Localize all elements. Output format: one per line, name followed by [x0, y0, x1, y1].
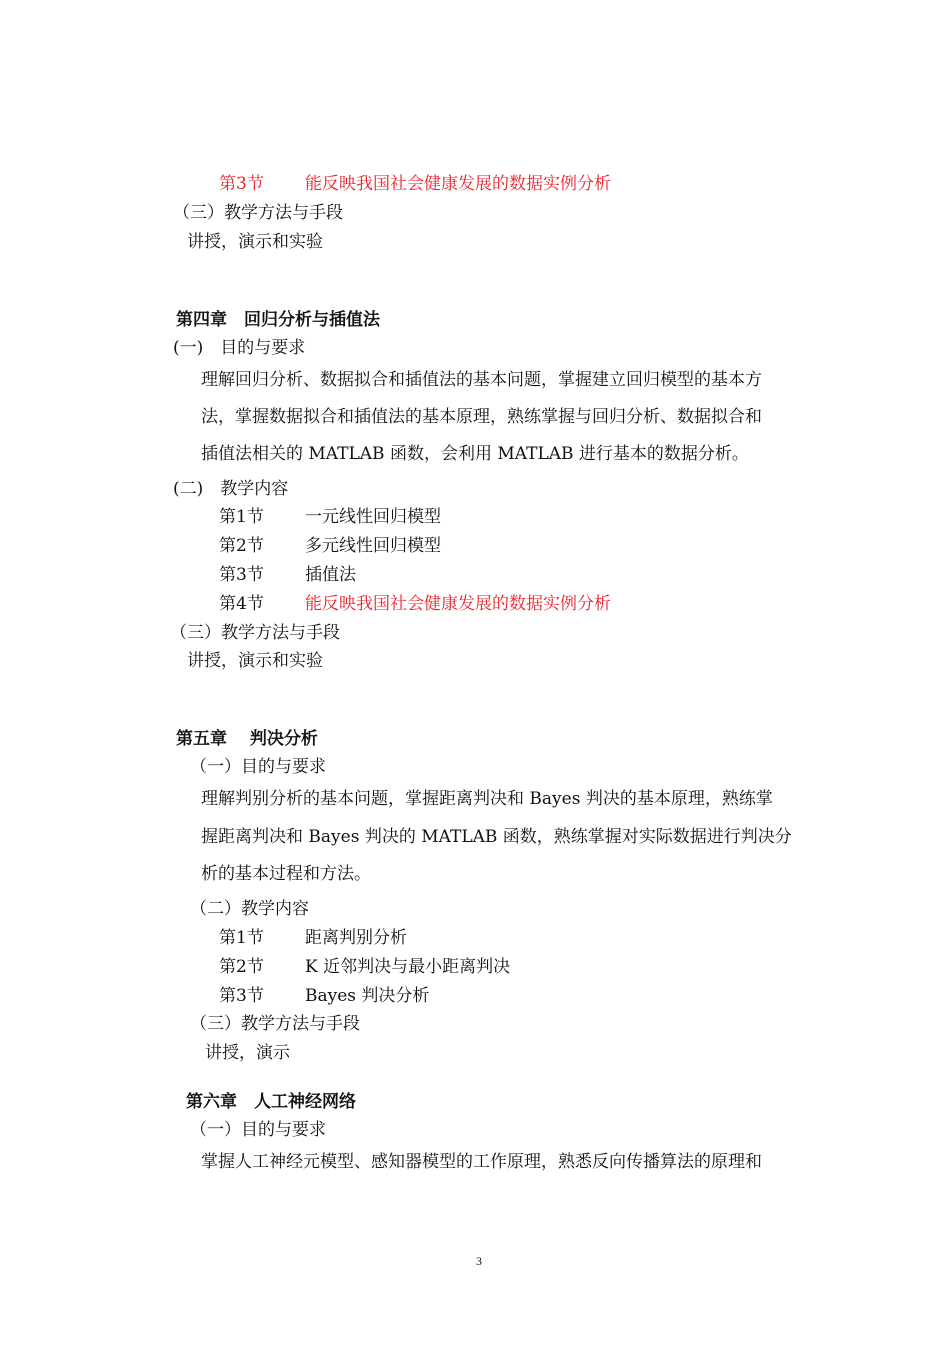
ch5-methods-text: 讲授，演示 — [205, 1043, 290, 1063]
ch5-content-heading: （二）教学内容 — [190, 899, 309, 919]
ch3-section-3 — [219, 173, 611, 195]
ch4-methods-text: 讲授，演示和实验 — [187, 651, 323, 671]
ch4-section-3 — [219, 564, 356, 586]
section-title: K 近邻判决与最小距离判决 — [305, 957, 511, 977]
ch5-section-1 — [219, 927, 407, 949]
ch5-goal-heading: （一）目的与要求 — [190, 757, 326, 777]
ch6-goal-heading: （一）目的与要求 — [190, 1120, 326, 1140]
section-number: 第3节 — [219, 986, 264, 1006]
page-number: 3 — [476, 1254, 482, 1268]
section-number: 第1节 — [219, 928, 264, 948]
ch5-methods-heading: （三）教学方法与手段 — [190, 1014, 360, 1034]
ch4-goal-line-3: 插值法相关的 MATLAB 函数，会利用 MATLAB 进行基本的数据分析。 — [201, 444, 749, 464]
section-title: 插值法 — [305, 565, 356, 585]
section-number: 第3节 — [219, 565, 264, 585]
section-title: 多元线性回归模型 — [305, 536, 441, 556]
ch4-section-1 — [219, 506, 441, 528]
section-number: 第4节 — [219, 594, 264, 614]
ch4-goal-line-1: 理解回归分析、数据拟合和插值法的基本问题，掌握建立回归模型的基本方 — [201, 370, 762, 390]
ch6-goal-line-1: 掌握人工神经元模型、感知器模型的工作原理，熟悉反向传播算法的原理和 — [201, 1152, 762, 1172]
ch5-goal-line-1: 理解判别分析的基本问题，掌握距离判决和 Bayes 判决的基本原理，熟练掌 — [201, 789, 773, 809]
ch4-goal-heading: (一) 目的与要求 — [173, 338, 306, 358]
ch3-methods-text: 讲授，演示和实验 — [187, 232, 323, 252]
ch5-goal-line-2: 握距离判决和 Bayes 判决的 MATLAB 函数，熟练掌握对实际数据进行判决分 — [201, 827, 792, 847]
section-title: 一元线性回归模型 — [305, 507, 441, 527]
ch5-section-3 — [219, 985, 429, 1007]
section-title: Bayes 判决分析 — [305, 986, 430, 1006]
section-number: 第2节 — [219, 957, 264, 977]
section-title: 能反映我国社会健康发展的数据实例分析 — [305, 174, 611, 194]
section-number: 第2节 — [219, 536, 264, 556]
ch5-goal-line-3: 析的基本过程和方法。 — [201, 864, 371, 884]
section-title: 距离判别分析 — [305, 928, 407, 948]
ch4-goal-line-2: 法，掌握数据拟合和插值法的基本原理，熟练掌握与回归分析、数据拟合和 — [201, 407, 762, 427]
ch6-title: 第六章 人工神经网络 — [186, 1092, 356, 1112]
ch4-title: 第四章 回归分析与插值法 — [176, 310, 380, 330]
ch5-section-2 — [219, 956, 510, 978]
ch4-content-heading: (二) 教学内容 — [173, 479, 289, 499]
section-title: 能反映我国社会健康发展的数据实例分析 — [305, 594, 611, 614]
ch4-section-2 — [219, 535, 441, 557]
ch3-methods-heading: （三）教学方法与手段 — [173, 203, 343, 223]
ch5-title: 第五章 判决分析 — [176, 729, 318, 749]
ch4-methods-heading: （三）教学方法与手段 — [170, 623, 340, 643]
ch4-section-4 — [219, 593, 611, 615]
section-number: 第3节 — [219, 174, 264, 194]
section-number: 第1节 — [219, 507, 264, 527]
